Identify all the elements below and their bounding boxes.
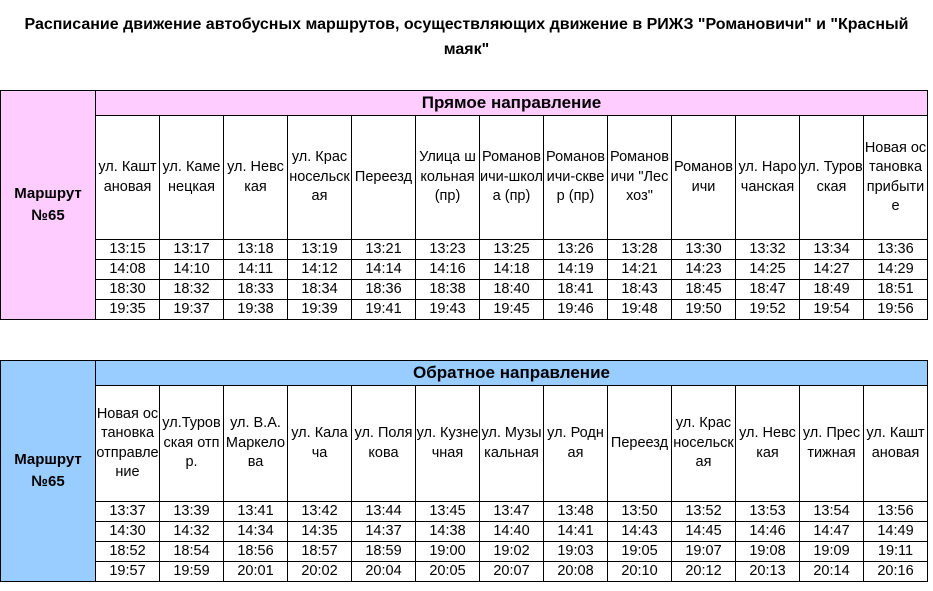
departure-time: 19:48: [608, 300, 672, 320]
stops-header-row: [1, 386, 928, 502]
departure-time: 18:33: [224, 280, 288, 300]
departure-time: 19:35: [96, 300, 160, 320]
departure-time: 18:30: [96, 280, 160, 300]
departure-time: 14:29: [864, 260, 928, 280]
stop-name: ул. Калача: [288, 386, 352, 502]
departure-time: 14:38: [416, 522, 480, 542]
stop-name: ул. Полякова: [352, 386, 416, 502]
departure-time: 14:23: [672, 260, 736, 280]
departure-time: 14:25: [736, 260, 800, 280]
departure-time: 18:47: [736, 280, 800, 300]
departure-time: 19:08: [736, 542, 800, 562]
departure-time: 13:39: [160, 502, 224, 522]
departure-time: 14:41: [544, 522, 608, 542]
departure-time: 18:34: [288, 280, 352, 300]
departure-time: 13:34: [800, 240, 864, 260]
stop-name: ул. Красносельская: [672, 386, 736, 502]
stop-name: Романовичи "Лесхоз": [608, 116, 672, 240]
departure-time: 13:36: [864, 240, 928, 260]
stop-name: Новая остановка отправление: [96, 386, 160, 502]
stop-name: ул. Каштановая: [864, 386, 928, 502]
departure-time: 19:52: [736, 300, 800, 320]
stop-name: Переезд: [608, 386, 672, 502]
departure-time: 13:23: [416, 240, 480, 260]
departure-time: 13:52: [672, 502, 736, 522]
departure-time: 19:02: [480, 542, 544, 562]
departure-time: 18:36: [352, 280, 416, 300]
direction-title: Обратное направление: [96, 361, 928, 386]
departure-time: 18:45: [672, 280, 736, 300]
departure-time: 14:37: [352, 522, 416, 542]
departure-time: 14:16: [416, 260, 480, 280]
departure-time: 13:54: [800, 502, 864, 522]
direction-title: Прямое направление: [96, 91, 928, 116]
departure-time: 19:50: [672, 300, 736, 320]
departure-time: 14:43: [608, 522, 672, 542]
stop-name: ул. Кузнечная: [416, 386, 480, 502]
table-row: [1, 502, 928, 522]
departure-time: 13:30: [672, 240, 736, 260]
departure-time: 18:54: [160, 542, 224, 562]
stop-name: ул. Красносельская: [288, 116, 352, 240]
departure-time: 18:51: [864, 280, 928, 300]
departure-time: 20:07: [480, 562, 544, 582]
departure-time: 19:43: [416, 300, 480, 320]
table-row: [1, 562, 928, 582]
departure-time: 19:59: [160, 562, 224, 582]
departure-time: 20:14: [800, 562, 864, 582]
departure-time: 14:32: [160, 522, 224, 542]
departure-time: 18:52: [96, 542, 160, 562]
departure-time: 14:47: [800, 522, 864, 542]
departure-time: 20:04: [352, 562, 416, 582]
table-row: [1, 240, 928, 260]
departure-time: 13:21: [352, 240, 416, 260]
table-row: [1, 522, 928, 542]
departure-time: 13:41: [224, 502, 288, 522]
departure-time: 13:28: [608, 240, 672, 260]
departure-time: 19:37: [160, 300, 224, 320]
stop-name: Улица школьная (пр): [416, 116, 480, 240]
departure-time: 19:41: [352, 300, 416, 320]
departure-time: 13:26: [544, 240, 608, 260]
departure-time: 13:48: [544, 502, 608, 522]
route-label: Маршрут №65: [1, 361, 96, 582]
departure-time: 14:35: [288, 522, 352, 542]
departure-time: 19:38: [224, 300, 288, 320]
departure-time: 14:30: [96, 522, 160, 542]
departure-time: 14:19: [544, 260, 608, 280]
departure-time: 13:50: [608, 502, 672, 522]
departure-time: 18:38: [416, 280, 480, 300]
stops-header-row: [1, 116, 928, 240]
departure-time: 20:08: [544, 562, 608, 582]
departure-time: 13:32: [736, 240, 800, 260]
direction-header-row: [1, 361, 928, 386]
departure-time: 13:56: [864, 502, 928, 522]
departure-time: 18:49: [800, 280, 864, 300]
departure-time: 20:02: [288, 562, 352, 582]
direction-header-row: [1, 91, 928, 116]
departure-time: 20:10: [608, 562, 672, 582]
departure-time: 19:54: [800, 300, 864, 320]
table-row: [1, 300, 928, 320]
departure-time: 14:49: [864, 522, 928, 542]
stop-name: ул. Невская: [736, 386, 800, 502]
departure-time: 14:46: [736, 522, 800, 542]
departure-time: 18:43: [608, 280, 672, 300]
stop-name: ул. Туровская: [800, 116, 864, 240]
departure-time: 18:56: [224, 542, 288, 562]
stop-name: ул. Каштановая: [96, 116, 160, 240]
table-row: [1, 280, 928, 300]
departure-time: 13:42: [288, 502, 352, 522]
departure-time: 13:17: [160, 240, 224, 260]
departure-time: 19:09: [800, 542, 864, 562]
departure-time: 14:12: [288, 260, 352, 280]
departure-time: 19:11: [864, 542, 928, 562]
departure-time: 20:12: [672, 562, 736, 582]
route-label: Маршрут №65: [1, 91, 96, 320]
departure-time: 19:39: [288, 300, 352, 320]
departure-time: 20:13: [736, 562, 800, 582]
departure-time: 19:56: [864, 300, 928, 320]
departure-time: 19:45: [480, 300, 544, 320]
departure-time: 14:21: [608, 260, 672, 280]
stop-name: Романовичи-сквер (пр): [544, 116, 608, 240]
departure-time: 19:57: [96, 562, 160, 582]
departure-time: 13:53: [736, 502, 800, 522]
departure-time: 18:41: [544, 280, 608, 300]
stop-name: ул. Нарочанская: [736, 116, 800, 240]
departure-time: 14:40: [480, 522, 544, 542]
schedule-table-reverse: [0, 360, 928, 582]
stop-name: ул. Каменецкая: [160, 116, 224, 240]
departure-time: 14:45: [672, 522, 736, 542]
stop-name: ул.Туровская отпр.: [160, 386, 224, 502]
stop-name: ул. Родная: [544, 386, 608, 502]
stop-name: ул. В.А. Маркелова: [224, 386, 288, 502]
schedule-table-forward: [0, 90, 928, 320]
departure-time: 13:19: [288, 240, 352, 260]
departure-time: 19:07: [672, 542, 736, 562]
departure-time: 20:05: [416, 562, 480, 582]
departure-time: 13:18: [224, 240, 288, 260]
departure-time: 13:45: [416, 502, 480, 522]
departure-time: 13:25: [480, 240, 544, 260]
departure-time: 14:10: [160, 260, 224, 280]
departure-time: 13:44: [352, 502, 416, 522]
departure-time: 18:32: [160, 280, 224, 300]
stop-name: Переезд: [352, 116, 416, 240]
departure-time: 18:40: [480, 280, 544, 300]
stop-name: ул. Невская: [224, 116, 288, 240]
stop-name: Новая остановка прибытие: [864, 116, 928, 240]
departure-time: 18:57: [288, 542, 352, 562]
departure-time: 14:27: [800, 260, 864, 280]
departure-time: 14:11: [224, 260, 288, 280]
departure-time: 19:00: [416, 542, 480, 562]
stop-name: ул. Музыкальная: [480, 386, 544, 502]
table-row: [1, 542, 928, 562]
departure-time: 20:16: [864, 562, 928, 582]
table-row: [1, 260, 928, 280]
stop-name: ул. Престижная: [800, 386, 864, 502]
departure-time: 19:46: [544, 300, 608, 320]
departure-time: 13:15: [96, 240, 160, 260]
departure-time: 18:59: [352, 542, 416, 562]
departure-time: 20:01: [224, 562, 288, 582]
page-title: Расписание движение автобусных маршрутов, осуществляющих движение в РИЖЗ "Романовичи" и "Красный маяк": [24, 16, 909, 58]
departure-time: 13:37: [96, 502, 160, 522]
stop-name: Романовичи-школа (пр): [480, 116, 544, 240]
departure-time: 14:18: [480, 260, 544, 280]
departure-time: 14:34: [224, 522, 288, 542]
departure-time: 13:47: [480, 502, 544, 522]
stop-name: Романовичи: [672, 116, 736, 240]
departure-time: 19:05: [608, 542, 672, 562]
departure-time: 14:08: [96, 260, 160, 280]
departure-time: 19:03: [544, 542, 608, 562]
departure-time: 14:14: [352, 260, 416, 280]
